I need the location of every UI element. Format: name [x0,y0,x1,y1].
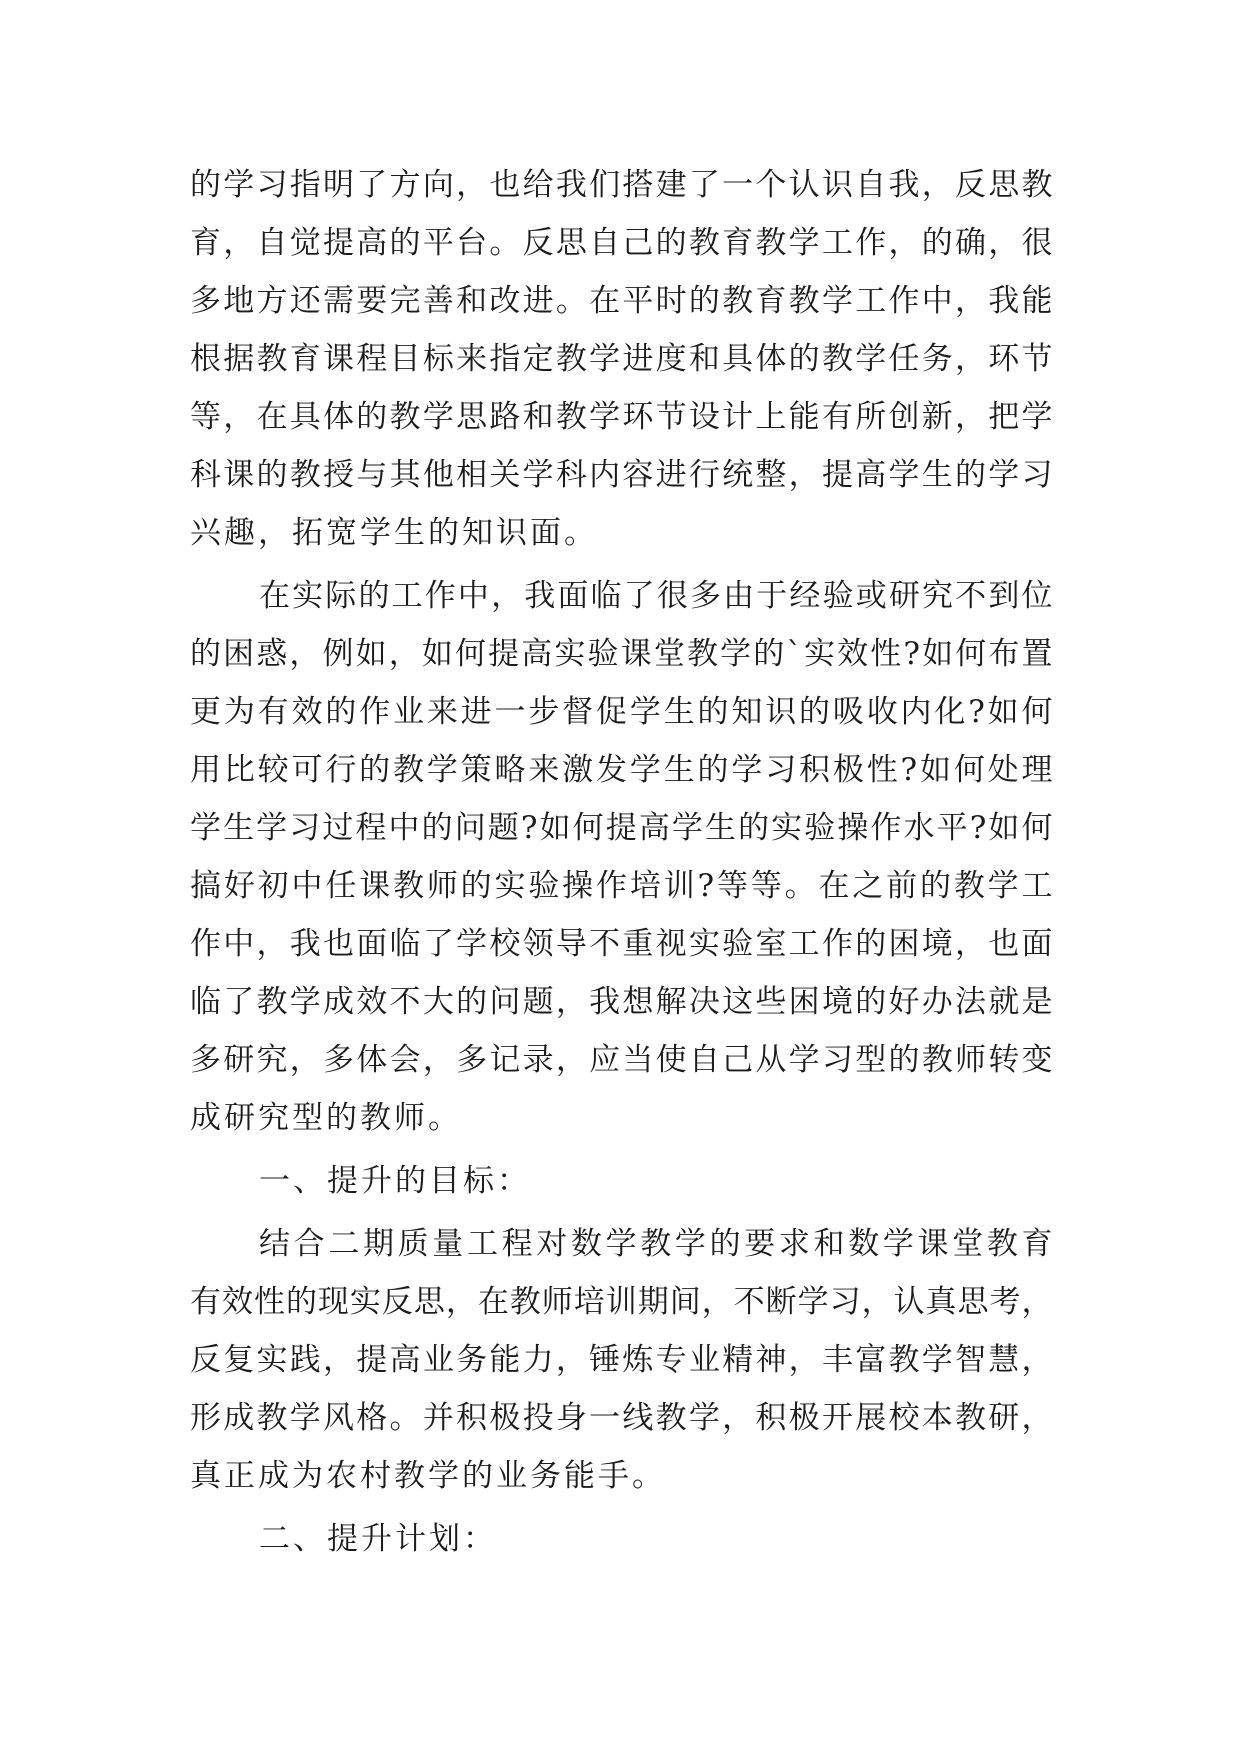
text-line: 根据教育课程目标来指定教学进度和具体的教学任务，环节 [190,341,1053,377]
text-line: 搞好初中任课教师的实验操作培训?等等。在之前的教学工 [190,868,1053,904]
paragraph [190,156,1053,562]
text-line: 成研究型的教师。 [190,1100,462,1136]
text-line: 更为有效的作业来进一步督促学生的知识的吸收内化?如何 [190,694,1053,730]
text-line: 育，自觉提高的平台。反思自己的教育教学工作，的确，很 [190,225,1053,261]
text-line: 等，在具体的教学思路和教学环节设计上能有所创新，把学 [190,399,1053,435]
text-line: 结合二期质量工程对数学教学的要求和数学课堂教育 [259,1226,1053,1262]
text-line: 有效性的现实反思，在教师培训期间，不断学习，认真思考， [190,1284,1053,1320]
text-line: 反复实践，提高业务能力，锤炼专业精神，丰富教学智慧， [190,1342,1053,1378]
text-line: 兴趣，拓宽学生的知识面。 [190,515,598,551]
text-line: 形成教学风格。并积极投身一线教学，积极开展校本教研， [190,1400,1053,1436]
text-line: 临了教学成效不大的问题，我想解决这些困境的好办法就是 [190,984,1053,1020]
text-line: 学生学习过程中的问题?如何提高学生的实验操作水平?如何 [190,810,1053,846]
text-line: 多地方还需要完善和改进。在平时的教育教学工作中，我能 [190,283,1053,319]
paragraph [190,567,1053,1147]
text-line: 用比较可行的教学策略来激发学生的学习积极性?如何处理 [190,752,1053,788]
document-page [190,156,1053,1573]
section-heading-text: 二、提升计划： [259,1521,497,1557]
text-line: 作中，我也面临了学校领导不重视实验室工作的困境，也面 [190,926,1053,962]
section-heading-text: 一、提升的目标： [259,1163,531,1199]
section-heading [190,1152,1053,1210]
text-line: 的学习指明了方向，也给我们搭建了一个认识自我，反思教 [190,167,1053,203]
text-line: 多研究，多体会，多记录，应当使自己从学习型的教师转变 [190,1042,1053,1078]
text-line: 真正成为农村教学的业务能手。 [190,1458,666,1494]
text-line: 在实际的工作中，我面临了很多由于经验或研究不到位 [259,578,1053,614]
section-heading [190,1510,1053,1568]
text-line: 的困惑，例如，如何提高实验课堂教学的`实效性?如何布置 [190,636,1053,672]
text-line: 科课的教授与其他相关学科内容进行统整，提高学生的学习 [190,457,1053,493]
paragraph [190,1215,1053,1505]
